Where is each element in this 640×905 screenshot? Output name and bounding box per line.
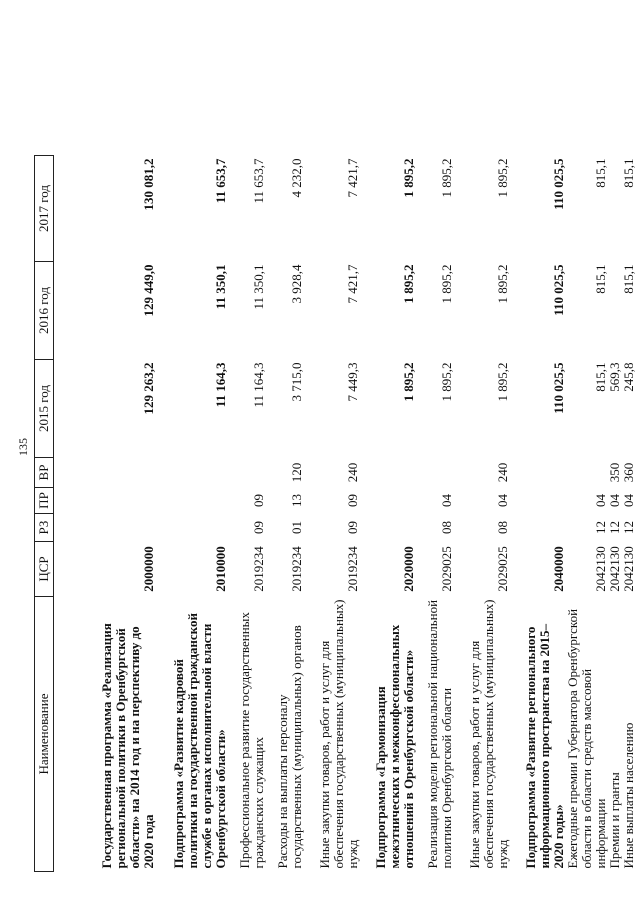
row-2016: 110 025,5 [550, 264, 566, 316]
row-csr: 2020000 [400, 546, 416, 592]
row-csr: 2042130 [592, 546, 608, 592]
row-2017: 7 421,7 [344, 158, 360, 198]
row-2015: 245,8 [620, 362, 636, 392]
header-vr: ВР [35, 458, 54, 488]
row-pr: 04 [438, 494, 454, 507]
row-csr: 2000000 [140, 546, 156, 592]
row-pr: 04 [592, 494, 608, 507]
row-name: Иные выплаты населению [620, 722, 636, 869]
row-rz: 09 [250, 521, 266, 534]
page-number: 135 [16, 438, 30, 456]
row-vr [416, 458, 454, 488]
row-rz: 12 [620, 521, 636, 534]
table-row [566, 156, 608, 872]
row-name: Государственная программа «Реализация региональной политики в Оренбургской области» на 2014 год и на перспективу до 2020 года [98, 623, 156, 869]
table-row [228, 156, 266, 872]
row-pr [360, 488, 416, 514]
row-2017: 11 653,7 [212, 158, 228, 204]
row-2017: 110 025,5 [550, 158, 566, 210]
row-2017 [608, 156, 622, 262]
table-row [54, 156, 156, 872]
row-pr [54, 488, 156, 514]
row-rz: 01 [288, 521, 304, 534]
row-2015: 11 164,3 [250, 362, 266, 408]
row-name: Реализация модели региональной национальной политики Оренбургской области [424, 599, 454, 869]
header-pr: ПР [35, 488, 54, 514]
row-rz: 08 [494, 521, 510, 534]
row-vr: 120 [288, 462, 304, 483]
row-name: Иные закупки товаров, работ и услуг для обеспечения государственных (муниципальных) нужд [316, 599, 360, 869]
row-name: Подпрограмма «Гармонизация межэтнических и межконфессиональных отношений в Оренбургской области» [372, 624, 416, 869]
row-vr [228, 458, 266, 488]
header-csr: ЦСР [35, 542, 54, 597]
row-csr: 2029025 [438, 546, 454, 592]
row-2016: 1 895,2 [400, 264, 416, 304]
row-rz: 09 [344, 521, 360, 534]
table-row [360, 156, 416, 872]
row-2016: 815,1 [592, 264, 608, 294]
table-row [416, 156, 454, 872]
row-rz: 12 [592, 521, 608, 534]
row-pr: 09 [250, 494, 266, 507]
row-csr: 2019234 [288, 546, 304, 592]
row-2016: 7 421,7 [344, 264, 360, 304]
row-name: Профессиональное развитие государственных гражданских служащих [236, 612, 266, 869]
row-2015: 11 164,3 [212, 362, 228, 408]
row-vr [54, 458, 156, 488]
table-row [622, 156, 636, 872]
row-pr: 04 [620, 494, 636, 507]
row-name: Ежегодные премии Губернатора Оренбургской области в области средств массовой информации [564, 608, 608, 869]
row-2016: 1 895,2 [494, 264, 510, 304]
row-2017: 4 232,0 [288, 158, 304, 198]
row-name: Расходы на выплаты персоналу государственных (муниципальных) органов [274, 625, 304, 869]
row-2015: 110 025,5 [550, 362, 566, 414]
row-rz: 12 [606, 521, 622, 534]
row-rz [510, 514, 566, 542]
row-pr [510, 488, 566, 514]
row-vr [566, 458, 608, 488]
row-csr: 2042130 [620, 546, 636, 592]
row-name: Премии и гранты [606, 772, 622, 869]
row-2017: 1 895,2 [400, 158, 416, 198]
row-vr [156, 458, 228, 488]
row-2016: 3 928,4 [288, 264, 304, 304]
row-2015: 3 715,0 [288, 362, 304, 402]
table-row [510, 156, 566, 872]
header-rz: РЗ [35, 514, 54, 542]
row-vr: 360 [620, 462, 636, 483]
row-2015: 7 449,3 [344, 362, 360, 402]
row-2017: 11 653,7 [250, 158, 266, 204]
row-2017: 1 895,2 [494, 158, 510, 198]
row-2015: 1 895,2 [400, 362, 416, 402]
row-pr: 04 [494, 494, 510, 507]
row-vr: 240 [494, 462, 510, 483]
row-csr: 2042130 [606, 546, 622, 592]
row-2016: 1 895,2 [438, 264, 454, 304]
row-csr: 2019234 [250, 546, 266, 592]
table-row [454, 156, 510, 872]
row-pr: 13 [288, 494, 304, 507]
header-name: Наименование [35, 597, 54, 872]
row-2016: 11 350,1 [212, 264, 228, 310]
table-header-row [35, 156, 54, 872]
row-rz: 08 [438, 521, 454, 534]
row-2015: 129 263,2 [140, 362, 156, 415]
row-2017: 815,1 [592, 158, 608, 188]
row-2016: 11 350,1 [250, 264, 266, 310]
row-pr: 04 [606, 494, 622, 507]
row-2017: 1 895,2 [438, 158, 454, 198]
row-name: Подпрограмма «Развитие кадровой политики на государственной гражданской службе в органах исполнительной власти Оренбургской области» [170, 613, 228, 869]
budget-table [34, 155, 636, 872]
row-rz [54, 514, 156, 542]
row-2017: 815,1 [620, 158, 636, 188]
row-vr: 350 [606, 462, 622, 483]
row-2015: 569,3 [606, 362, 622, 392]
header-2017: 2017 год [35, 156, 54, 262]
row-vr: 240 [344, 462, 360, 483]
header-2015: 2015 год [35, 360, 54, 458]
row-pr: 09 [344, 494, 360, 507]
row-2016: 129 449,0 [140, 264, 156, 317]
row-rz [360, 514, 416, 542]
row-2015: 1 895,2 [494, 362, 510, 402]
row-2015: 815,1 [592, 362, 608, 392]
row-2015: 1 895,2 [438, 362, 454, 402]
row-csr: 2040000 [550, 546, 566, 592]
row-vr [360, 458, 416, 488]
table-row [266, 156, 304, 872]
header-2016: 2016 год [35, 262, 54, 360]
row-csr: 2019234 [344, 546, 360, 592]
table-row [608, 156, 622, 872]
row-2016: 815,1 [620, 264, 636, 294]
row-csr: 2010000 [212, 546, 228, 592]
row-name: Подпрограмма «Развитие регионального информационного пространства на 2015–2020 годы» [522, 624, 566, 869]
table-row [156, 156, 228, 872]
row-name: Иные закупки товаров, работ и услуг для обеспечения государственных (муниципальных) нужд [466, 599, 510, 869]
row-2016 [608, 262, 622, 360]
row-vr [510, 458, 566, 488]
row-pr [156, 488, 228, 514]
row-2017: 130 081,2 [140, 158, 156, 211]
row-rz [156, 514, 228, 542]
table-row [304, 156, 360, 872]
row-csr: 2029025 [494, 546, 510, 592]
